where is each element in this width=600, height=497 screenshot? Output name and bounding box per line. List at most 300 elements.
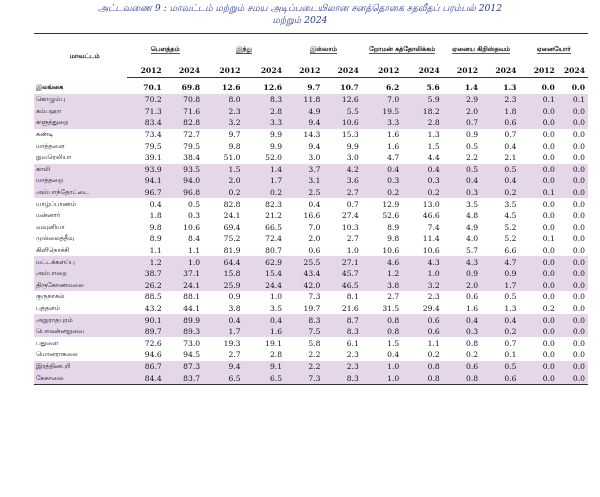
value-cell: 9.7 xyxy=(307,83,321,92)
value-cell: 0.0 xyxy=(519,314,557,326)
value-cell: 6.5 xyxy=(203,372,243,384)
value-cell: 0.6 xyxy=(308,246,321,256)
district-name: களுத்துறை xyxy=(34,117,127,129)
year-header: 2024 xyxy=(558,64,588,78)
value-cell: 7.5 xyxy=(285,326,323,338)
value-cell: 21.6 xyxy=(341,303,359,313)
value-cell: 87.3 xyxy=(165,361,203,373)
value-cell: 75.2 xyxy=(223,234,241,244)
value-cell: 24.1 xyxy=(223,211,241,221)
value-cell: 6.2 xyxy=(386,83,400,92)
district-row xyxy=(34,337,588,349)
value-cell: 15.4 xyxy=(244,268,286,280)
value-cell: 4.3 xyxy=(443,256,481,268)
value-cell: 3.1 xyxy=(285,175,323,187)
value-cell: 5.8 xyxy=(308,338,321,348)
year-header: 2012 xyxy=(203,64,243,78)
value-cell: 10.3 xyxy=(341,222,359,232)
value-cell: 2.3 xyxy=(427,292,440,302)
value-cell: 4.4 xyxy=(427,153,440,163)
value-cell: 0.9 xyxy=(228,292,241,302)
value-cell: 94.0 xyxy=(165,175,203,187)
value-cell: 0.4 xyxy=(149,199,162,209)
value-cell: 0.0 xyxy=(541,83,555,92)
value-cell: 2.8 xyxy=(244,106,286,118)
district-row xyxy=(34,268,588,280)
district-header: மாவட்டம் xyxy=(34,34,127,78)
district-name: கம்பஹா xyxy=(34,106,127,118)
value-cell: 10.6 xyxy=(183,222,201,232)
district-row xyxy=(34,372,588,384)
religion-distribution-table xyxy=(34,33,588,385)
value-cell: 70.1 xyxy=(143,83,162,92)
value-cell: 37.1 xyxy=(165,268,203,280)
value-cell: 0.2 xyxy=(402,187,442,199)
value-cell: 8.9 xyxy=(387,222,400,232)
value-cell: 46.5 xyxy=(323,280,361,292)
district-row xyxy=(34,198,588,210)
district-row xyxy=(34,303,588,315)
value-cell: 0.4 xyxy=(481,175,519,187)
value-cell: 0.1 xyxy=(558,94,588,106)
value-cell: 1.6 xyxy=(244,326,286,338)
year-header: 2012 xyxy=(285,64,323,78)
value-cell: 0.4 xyxy=(244,314,286,326)
value-cell: 1.0 xyxy=(362,372,402,384)
value-cell: 0.0 xyxy=(542,153,555,163)
value-cell: 1.6 xyxy=(387,130,400,140)
value-cell: 96.7 xyxy=(127,187,164,199)
value-cell: 0.0 xyxy=(558,372,588,384)
value-cell: 21.2 xyxy=(265,211,283,221)
value-cell: 1.7 xyxy=(203,326,243,338)
value-cell: 93.9 xyxy=(127,164,164,176)
district-name: மாத்தறை xyxy=(34,175,127,187)
district-name: திருகோணமலை xyxy=(34,280,127,292)
district-row xyxy=(34,117,588,129)
value-cell: 0.0 xyxy=(519,106,557,118)
value-cell: 3.5 xyxy=(466,199,479,209)
value-cell: 0.6 xyxy=(402,314,442,326)
value-cell: 0.0 xyxy=(542,141,555,151)
value-cell: 19.5 xyxy=(362,106,402,118)
value-cell: 0.0 xyxy=(542,211,555,221)
value-cell: 1.0 xyxy=(346,246,359,256)
value-cell: 69.8 xyxy=(181,83,201,92)
year-header: 2024 xyxy=(244,64,286,78)
value-cell: 1.3 xyxy=(504,303,517,313)
value-cell: 96.8 xyxy=(165,187,203,199)
value-cell: 73.4 xyxy=(144,130,162,140)
value-cell: 88.1 xyxy=(183,292,201,302)
value-cell: 83.4 xyxy=(127,117,164,129)
value-cell: 0.0 xyxy=(558,280,588,292)
value-cell: 0.4 xyxy=(308,199,321,209)
value-cell: 9.4 xyxy=(203,361,243,373)
value-cell: 2.7 xyxy=(346,234,359,244)
value-cell: 0.8 xyxy=(402,372,442,384)
value-cell: 0.3 xyxy=(443,187,481,199)
value-cell: 25.9 xyxy=(203,280,243,292)
value-cell: 1.1 xyxy=(188,246,201,256)
value-cell: 0.6 xyxy=(402,326,442,338)
value-cell: 0.4 xyxy=(402,164,442,176)
value-cell: 0.2 xyxy=(244,187,286,199)
value-cell: 2.7 xyxy=(228,350,241,360)
value-cell: 0.3 xyxy=(188,211,201,221)
value-cell: 2.3 xyxy=(323,361,361,373)
value-cell: 7.3 xyxy=(285,372,323,384)
value-cell: 62.9 xyxy=(244,256,286,268)
value-cell: 0.2 xyxy=(481,326,519,338)
value-cell: 14.3 xyxy=(303,130,321,140)
value-cell: 1.0 xyxy=(165,256,203,268)
value-cell: 52.6 xyxy=(382,211,400,221)
value-cell: 4.7 xyxy=(387,153,400,163)
value-cell: 0.0 xyxy=(519,372,557,384)
value-cell: 43.2 xyxy=(144,303,162,313)
value-cell: 5.9 xyxy=(402,94,442,106)
year-header: 2012 xyxy=(519,64,557,78)
value-cell: 4.0 xyxy=(466,234,479,244)
group-header-others xyxy=(519,34,588,65)
district-name: வவுனியா xyxy=(36,222,65,231)
year-header: 2012 xyxy=(443,64,481,78)
value-cell: 10.6 xyxy=(382,246,400,256)
value-cell: 12.6 xyxy=(263,83,283,92)
value-cell: 9.9 xyxy=(269,130,283,140)
value-cell: 3.0 xyxy=(308,153,321,163)
value-cell: 0.2 xyxy=(427,350,440,360)
value-cell: 1.6 xyxy=(387,141,400,151)
group-label: ஏனையோர் xyxy=(536,45,571,53)
table-body xyxy=(34,78,588,385)
value-cell: 10.6 xyxy=(422,246,440,256)
value-cell: 0.0 xyxy=(558,175,588,187)
value-cell: 8.3 xyxy=(323,326,361,338)
value-cell: 72.6 xyxy=(144,338,162,348)
group-label: பௌத்தம் xyxy=(150,45,180,53)
value-cell: 0.7 xyxy=(443,117,481,129)
value-cell: 64.4 xyxy=(203,256,243,268)
value-cell: 93.5 xyxy=(165,164,203,176)
district-name: மட்டக்களப்பு xyxy=(34,256,127,268)
value-cell: 0.3 xyxy=(443,326,481,338)
value-cell: 79.5 xyxy=(144,141,162,151)
value-cell: 15.3 xyxy=(341,130,359,140)
value-cell: 66.5 xyxy=(265,222,283,232)
district-name: குருநாகல் xyxy=(36,292,65,301)
value-cell: 82.8 xyxy=(223,199,241,209)
value-cell: 5.2 xyxy=(504,222,517,232)
value-cell: 2.3 xyxy=(481,94,519,106)
value-cell: 1.7 xyxy=(244,175,286,187)
value-cell: 0.0 xyxy=(519,164,557,176)
value-cell: 0.4 xyxy=(504,141,517,151)
value-cell: 5.6 xyxy=(426,83,440,92)
value-cell: 0.0 xyxy=(542,292,555,302)
value-cell: 4.6 xyxy=(362,256,402,268)
value-cell: 0.0 xyxy=(519,268,557,280)
value-cell: 2.0 xyxy=(203,175,243,187)
value-cell: 0.0 xyxy=(558,314,588,326)
value-cell: 82.8 xyxy=(165,117,203,129)
group-label: ஏனைய கிறிஸ்தவம் xyxy=(452,45,511,53)
value-cell: 0.3 xyxy=(362,175,402,187)
value-cell: 9.9 xyxy=(269,141,283,151)
value-cell: 0.0 xyxy=(558,256,588,268)
value-cell: 44.1 xyxy=(183,303,201,313)
value-cell: 94.1 xyxy=(127,175,164,187)
value-cell: 0.9 xyxy=(466,130,479,140)
value-cell: 1.3 xyxy=(427,130,440,140)
group-header-roman-catholic xyxy=(362,34,443,65)
value-cell: 0.5 xyxy=(443,164,481,176)
value-cell: 9.8 xyxy=(149,222,162,232)
value-cell: 0.0 xyxy=(572,141,585,151)
value-cell: 9.4 xyxy=(308,141,321,151)
value-cell: 0.8 xyxy=(362,314,402,326)
value-cell: 83.7 xyxy=(165,372,203,384)
district-name: அம்பாந்தோட்டை xyxy=(34,187,127,199)
value-cell: 9.8 xyxy=(228,141,241,151)
district-name: பதுளை xyxy=(36,338,59,347)
value-cell: 0.8 xyxy=(362,326,402,338)
value-cell: 4.9 xyxy=(285,106,323,118)
value-cell: 0.5 xyxy=(188,199,201,209)
district-row xyxy=(34,106,588,118)
value-cell: 0.5 xyxy=(481,164,519,176)
district-row xyxy=(34,245,588,257)
value-cell: 8.4 xyxy=(188,234,201,244)
value-cell: 2.8 xyxy=(269,350,283,360)
value-cell: 0.0 xyxy=(572,211,585,221)
value-cell: 2.3 xyxy=(346,350,359,360)
value-cell: 2.9 xyxy=(443,94,481,106)
value-cell: 0.0 xyxy=(558,106,588,118)
value-cell: 38.7 xyxy=(127,268,164,280)
value-cell: 0.6 xyxy=(466,292,479,302)
value-cell: 9.8 xyxy=(387,234,400,244)
value-cell: 0.2 xyxy=(466,350,479,360)
value-cell: 3.8 xyxy=(362,280,402,292)
district-name: இலங்கை xyxy=(36,83,64,91)
value-cell: 0.1 xyxy=(519,187,557,199)
value-cell: 42.0 xyxy=(285,280,323,292)
district-name: கிளிநொச்சி xyxy=(36,246,70,255)
value-cell: 3.3 xyxy=(244,117,286,129)
value-cell: 6.5 xyxy=(244,372,286,384)
value-cell: 0.0 xyxy=(558,361,588,373)
value-cell: 1.4 xyxy=(244,164,286,176)
district-name: மொனராகலை xyxy=(36,350,78,359)
value-cell: 8.0 xyxy=(203,94,243,106)
value-cell: 1.4 xyxy=(464,83,479,92)
value-cell: 5.2 xyxy=(504,234,517,244)
value-cell: 0.2 xyxy=(481,187,519,199)
value-cell: 71.3 xyxy=(127,106,164,118)
value-cell: 9.9 xyxy=(346,141,359,151)
value-cell: 1.5 xyxy=(203,164,243,176)
district-row xyxy=(34,256,588,268)
value-cell: 89.7 xyxy=(127,326,164,338)
value-cell: 0.0 xyxy=(542,350,555,360)
value-cell: 2.1 xyxy=(504,153,517,163)
value-cell: 86.7 xyxy=(127,361,164,373)
value-cell: 4.7 xyxy=(481,256,519,268)
value-cell: 3.0 xyxy=(346,153,359,163)
value-cell: 0.3 xyxy=(402,175,442,187)
value-cell: 0.4 xyxy=(387,350,400,360)
title-line-2: மற்றும் 2024 xyxy=(272,15,328,26)
value-cell: 1.1 xyxy=(427,338,440,348)
value-cell: 0.8 xyxy=(466,338,479,348)
value-cell: 0.0 xyxy=(519,256,557,268)
value-cell: 73.0 xyxy=(183,338,201,348)
value-cell: 27.1 xyxy=(323,256,361,268)
year-header: 2024 xyxy=(165,64,203,78)
value-cell: 5.5 xyxy=(323,106,361,118)
value-cell: 0.2 xyxy=(203,187,243,199)
district-name: நுவரெலியா xyxy=(36,153,72,162)
value-cell: 1.0 xyxy=(402,268,442,280)
district-name: கண்டி xyxy=(36,130,54,139)
national-total-row xyxy=(34,81,588,94)
value-cell: 0.7 xyxy=(504,338,517,348)
district-row xyxy=(34,164,588,176)
value-cell: 0.0 xyxy=(572,222,585,232)
value-cell: 72.7 xyxy=(183,130,201,140)
value-cell: 1.8 xyxy=(481,106,519,118)
district-row xyxy=(34,175,588,187)
value-cell: 2.0 xyxy=(308,234,321,244)
value-cell: 0.5 xyxy=(504,292,517,302)
value-cell: 8.7 xyxy=(323,314,361,326)
value-cell: 0.0 xyxy=(558,187,588,199)
district-row xyxy=(34,94,588,106)
year-header: 2024 xyxy=(402,64,442,78)
value-cell: 2.8 xyxy=(402,117,442,129)
value-cell: 0.0 xyxy=(572,292,585,302)
value-cell: 71.6 xyxy=(165,106,203,118)
group-label: இஸ்லாம் xyxy=(309,45,337,53)
value-cell: 29.4 xyxy=(422,303,440,313)
value-cell: 1.5 xyxy=(427,141,440,151)
district-name: புத்தளம் xyxy=(36,303,60,312)
value-cell: 2.7 xyxy=(387,292,400,302)
value-cell: 39.1 xyxy=(144,153,162,163)
value-cell: 0.0 xyxy=(572,246,585,256)
value-cell: 2.2 xyxy=(466,153,479,163)
district-row xyxy=(34,129,588,141)
value-cell: 0.4 xyxy=(443,175,481,187)
value-cell: 3.8 xyxy=(228,303,241,313)
value-cell: 70.2 xyxy=(127,94,164,106)
value-cell: 1.8 xyxy=(149,211,162,221)
value-cell: 2.0 xyxy=(443,280,481,292)
value-cell: 0.0 xyxy=(519,326,557,338)
value-cell: 0.0 xyxy=(572,303,585,313)
value-cell: 0.2 xyxy=(362,187,402,199)
value-cell: 1.7 xyxy=(481,280,519,292)
value-cell: 72.4 xyxy=(265,234,283,244)
value-cell: 0.0 xyxy=(558,164,588,176)
value-cell: 80.7 xyxy=(265,246,283,256)
value-cell: 0.0 xyxy=(558,326,588,338)
district-row xyxy=(34,326,588,338)
value-cell: 0.0 xyxy=(542,338,555,348)
value-cell: 19.1 xyxy=(265,338,283,348)
value-cell: 0.0 xyxy=(572,234,585,244)
value-cell: 7.0 xyxy=(308,222,321,232)
value-cell: 89.3 xyxy=(165,326,203,338)
value-cell: 27.4 xyxy=(341,211,359,221)
value-cell: 1.2 xyxy=(362,268,402,280)
group-label: இந்து xyxy=(236,45,252,53)
value-cell: 31.5 xyxy=(382,303,400,313)
value-cell: 51.0 xyxy=(223,153,241,163)
value-cell: 19.3 xyxy=(223,338,241,348)
value-cell: 0.4 xyxy=(443,314,481,326)
value-cell: 12.6 xyxy=(222,83,241,92)
value-cell: 3.2 xyxy=(203,117,243,129)
value-cell: 0.7 xyxy=(346,199,359,209)
value-cell: 89.9 xyxy=(165,314,203,326)
value-cell: 5.7 xyxy=(466,246,479,256)
value-cell: 0.5 xyxy=(481,361,519,373)
district-row xyxy=(34,140,588,152)
value-cell: 0.4 xyxy=(362,164,402,176)
district-row xyxy=(34,280,588,292)
value-cell: 4.5 xyxy=(504,211,517,221)
value-cell: 18.2 xyxy=(402,106,442,118)
value-cell: 19.7 xyxy=(303,303,321,313)
value-cell: 38.4 xyxy=(183,153,201,163)
district-row xyxy=(34,222,588,234)
value-cell: 8.3 xyxy=(285,314,323,326)
value-cell: 0.6 xyxy=(481,117,519,129)
value-cell: 0.0 xyxy=(558,117,588,129)
value-cell: 24.4 xyxy=(244,280,286,292)
value-cell: 3.7 xyxy=(285,164,323,176)
value-cell: 0.8 xyxy=(443,372,481,384)
value-cell: 0.0 xyxy=(542,199,555,209)
value-cell: 0.0 xyxy=(542,222,555,232)
value-cell: 1.3 xyxy=(503,83,517,92)
value-cell: 9.1 xyxy=(244,361,286,373)
value-cell: 0.0 xyxy=(519,175,557,187)
value-cell: 11.8 xyxy=(285,94,323,106)
group-header-buddhism xyxy=(127,34,203,65)
value-cell: 9.7 xyxy=(228,130,241,140)
value-cell: 69.4 xyxy=(223,222,241,232)
year-header: 2024 xyxy=(323,64,361,78)
table-title xyxy=(0,3,600,27)
value-cell: 0.2 xyxy=(542,303,555,313)
value-cell: 8.3 xyxy=(323,372,361,384)
value-cell: 9.4 xyxy=(285,117,323,129)
value-cell: 2.2 xyxy=(308,350,321,360)
value-cell: 0.1 xyxy=(542,234,555,244)
value-cell: 12.6 xyxy=(323,94,361,106)
value-cell: 0.0 xyxy=(542,130,555,140)
value-cell: 11.4 xyxy=(422,234,440,244)
value-cell: 2.2 xyxy=(285,361,323,373)
value-cell: 0.9 xyxy=(443,268,481,280)
value-cell: 81.9 xyxy=(223,246,241,256)
district-row xyxy=(34,187,588,199)
value-cell: 84.4 xyxy=(127,372,164,384)
